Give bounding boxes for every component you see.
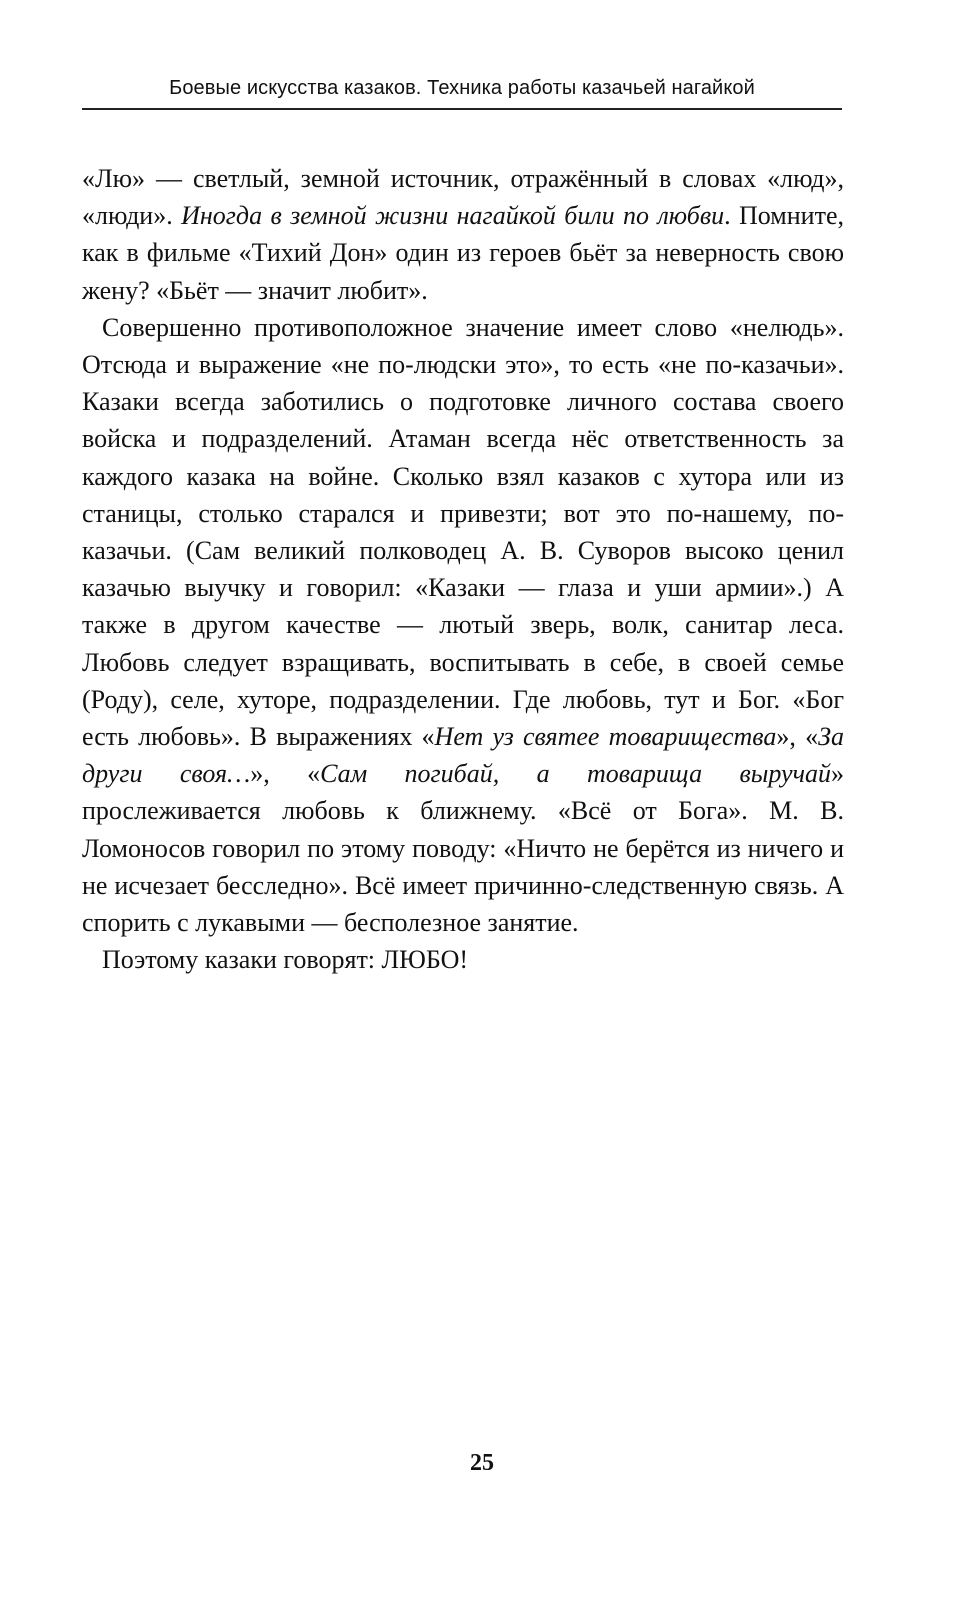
- page-number: 25: [470, 1450, 494, 1476]
- running-header: Боевые искусства казаков. Техника работы казачьей нагайкой: [169, 77, 755, 99]
- paragraph-2-italic-3: Сам погибай, а товарища выручай: [320, 759, 831, 789]
- paragraph-2-text-c: », «: [250, 759, 321, 789]
- paragraph-2-text-b: », «: [776, 722, 819, 752]
- paragraph-3: Поэтому казаки говорят: ЛЮБО!: [102, 945, 469, 975]
- paragraph-2-text-d: » прослеживается любовь к ближнему. «Всё от Бога». М. В. Ломоносов говорил по этому поводу: «Ничто не берётся из ничего и не исчезает бесследно». Всё имеет причинно-следственную связь. А спорить с лукавыми — бесполезное занятие.: [82, 759, 844, 938]
- main-text: [82, 160, 844, 978]
- paragraph-2-italic-1: Нет уз святее товарищества: [434, 722, 777, 752]
- paragraph-1: [82, 160, 844, 309]
- paragraph-2-italic-2: За други своя…: [82, 722, 844, 789]
- paragraph-2-text-a: Совершенно противоположное значение имеет слово «нелюдь». Отсюда и выражение «не по-людски это», то есть «не по-казачьи». Казаки всегда заботились о подготовке личного состава своего войска и подразделений. Атаман всегда нёс ответственность за каждого казака на войне. Сколько взял казаков с хутора или из станицы, столько старался и привезти; вот это по-нашему, по-казачьи. (Сам великий полководец А. В. Суворов высоко ценил казачью выучку и говорил: «Казаки — глаза и уши армии».) А также в другом качестве — лютый зверь, волк, санитар леса. Любовь следует взращивать, воспитывать в себе, в своей семье (Роду), селе, хуторе, подразделении. Где любовь, тут и Бог. «Бог есть любовь». В выражениях «: [82, 312, 844, 752]
- paragraph-1-italic: Иногда в земной жизни нагайкой били по любви: [181, 201, 725, 231]
- paragraph-1-text-a: «Лю» — светлый, земной источник, отражённый в словах «люд», «люди».: [82, 164, 844, 231]
- paragraph-2: [82, 309, 844, 941]
- header-rule: [82, 108, 842, 110]
- paragraph-1-text-b: . Помните, как в фильме «Тихий Дон» один из героев бьёт за неверность свою жену? «Бьёт — значит любит».: [82, 201, 844, 305]
